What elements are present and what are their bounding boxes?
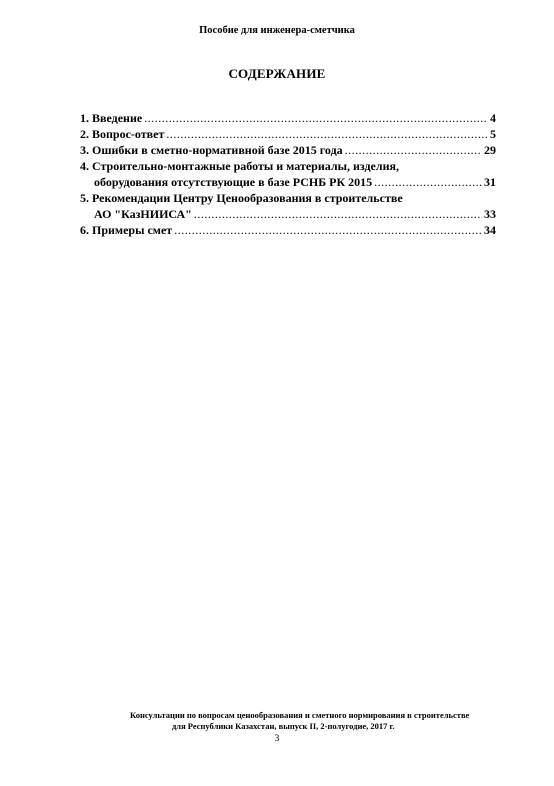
toc-entry-page: 4 <box>490 111 496 125</box>
toc-entry-page: 5 <box>490 127 496 141</box>
running-footer <box>0 710 554 732</box>
toc-entry-page: 31 <box>484 175 496 189</box>
toc-entry-estimate-examples[interactable] <box>80 222 496 238</box>
toc-entry-page: 34 <box>484 223 496 237</box>
running-header: Пособие для инженера-сметчика <box>199 25 355 36</box>
toc-entry-construction-works[interactable] <box>80 158 496 190</box>
dot-leader <box>194 206 482 222</box>
toc-entry-introduction[interactable] <box>80 110 496 126</box>
toc-entry-label: 3. Ошибки в сметно-нормативной базе 2015 года <box>80 143 343 157</box>
toc-title: СОДЕРЖАНИЕ <box>228 66 326 81</box>
toc-entry-label: 6. Примеры смет <box>80 223 173 237</box>
toc-entry-recommendations[interactable] <box>80 190 496 222</box>
dot-leader <box>374 174 482 190</box>
toc-entry-label: 2. Вопрос-ответ <box>80 127 165 141</box>
dot-leader <box>144 110 488 126</box>
page-number: 3 <box>274 734 280 744</box>
toc-entry-errors[interactable] <box>80 142 496 158</box>
toc-entry-label-line1: 5. Рекомендации Центру Ценообразования в строительстве <box>80 191 403 205</box>
toc-entry-label: 1. Введение <box>80 111 143 125</box>
toc-entry-page: 29 <box>484 143 496 157</box>
table-of-contents <box>80 110 496 238</box>
dot-leader <box>174 222 482 238</box>
toc-entry-label-line2: АО "КазНИИСА" <box>94 207 192 221</box>
toc-entry-label-line2: оборудования отсутствующие в базе РСНБ РК 2015 <box>94 175 373 189</box>
footer-line-2: для Республики Казахстан, выпуск II, 2-полугодие, 2017 г. <box>172 721 395 731</box>
toc-entry-qa[interactable] <box>80 126 496 142</box>
dot-leader <box>166 126 488 142</box>
toc-entry-page: 33 <box>484 207 496 221</box>
toc-entry-label-line1: 4. Строительно-монтажные работы и материалы, изделия, <box>80 159 400 173</box>
dot-leader <box>345 142 482 158</box>
footer-line-1: Консультации по вопросам ценообразования и сметного нормирования в строительстве <box>130 710 470 720</box>
